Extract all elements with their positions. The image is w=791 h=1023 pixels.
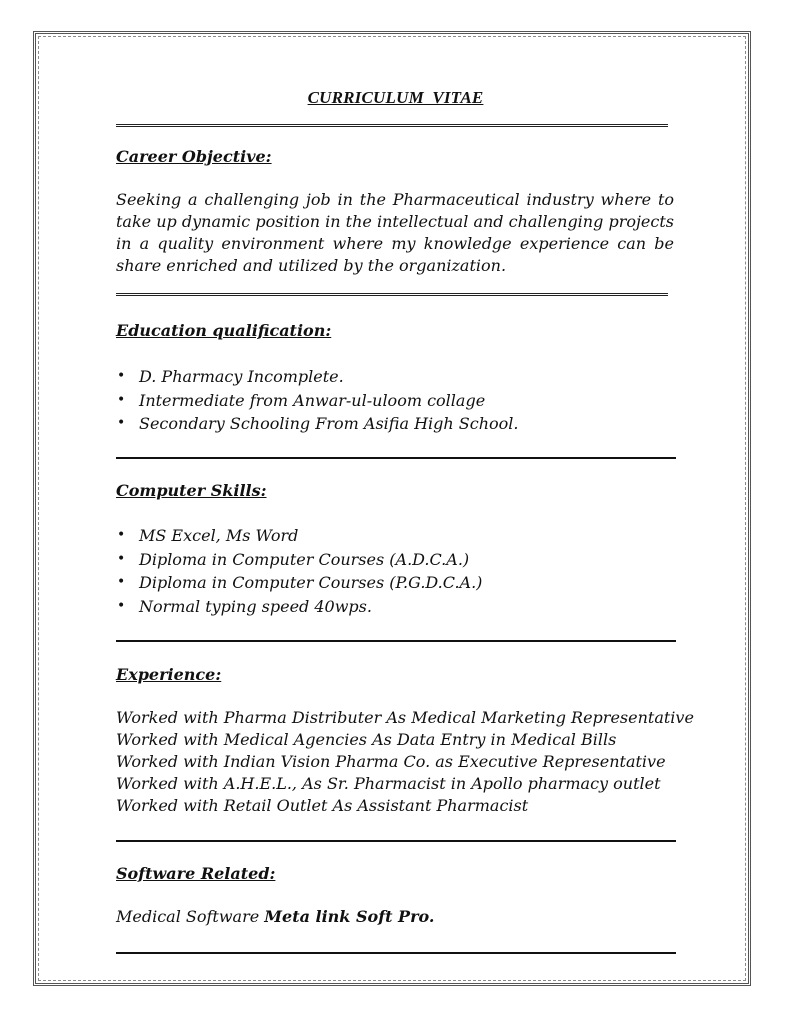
career-objective-text: Seeking a challenging job in the Pharmaceutical industry where to take up dynamic position in the intellectual and challenging projects in a quality environment where my knowledge experience can be share enriched and utilized by the organization. — [116, 190, 674, 275]
experience-heading: Experience: — [116, 665, 222, 684]
page-border — [33, 31, 751, 986]
education-item: Intermediate from Anwar-ul-uloom collage — [139, 390, 486, 410]
list-item — [116, 595, 674, 619]
software-name: Meta link Soft Pro. — [264, 907, 435, 926]
career-objective-heading: Career Objective: — [116, 147, 272, 166]
list-item — [116, 365, 674, 389]
bullet-icon: • — [117, 368, 126, 384]
bullet-icon: • — [117, 550, 126, 567]
bullet-icon: • — [117, 597, 126, 614]
experience-item: Worked with Medical Agencies As Data Entry in Medical Bills — [116, 730, 617, 749]
skill-item: MS Excel, Ms Word — [139, 526, 299, 545]
bullet-icon: • — [117, 574, 126, 590]
list-item — [116, 524, 674, 548]
skill-item: Diploma in Computer Courses (A.D.C.A.) — [139, 549, 470, 569]
bullet-icon: • — [117, 391, 126, 408]
computer-skills-heading: Computer Skills: — [116, 481, 267, 500]
software-line — [116, 907, 434, 926]
education-item: Secondary Schooling From Asifia High School. — [139, 414, 519, 433]
education-list — [116, 365, 674, 436]
skill-item: Diploma in Computer Courses (P.G.D.C.A.) — [139, 573, 483, 592]
experience-item: Worked with A.H.E.L., As Sr. Pharmacist in Apollo pharmacy outlet — [116, 774, 661, 793]
education-divider — [116, 457, 676, 459]
list-item — [116, 412, 674, 436]
skill-item: Normal typing speed 40wps. — [139, 596, 372, 616]
computer-skills-divider — [116, 640, 676, 642]
experience-divider — [116, 840, 676, 842]
experience-item: Worked with Indian Vision Pharma Co. as Executive Representative — [116, 752, 666, 771]
list-item — [116, 548, 674, 572]
list-item — [116, 571, 674, 595]
bullet-icon: • — [117, 527, 126, 543]
experience-item: Worked with Retail Outlet As Assistant Pharmacist — [116, 796, 529, 815]
software-prefix: Medical Software — [116, 907, 265, 926]
list-item — [116, 389, 674, 413]
career-divider — [116, 293, 668, 296]
software-divider — [116, 952, 676, 954]
title-divider — [116, 124, 668, 127]
education-item: D. Pharmacy Incomplete. — [139, 367, 344, 386]
experience-item: Worked with Pharma Distributer As Medical Marketing Representative — [116, 708, 694, 727]
document-title: CURRICULUM VITAE — [307, 88, 484, 107]
bullet-icon: • — [117, 415, 126, 431]
software-heading: Software Related: — [116, 864, 276, 883]
experience-list — [116, 707, 694, 817]
computer-skills-list — [116, 524, 674, 618]
education-heading: Education qualification: — [116, 321, 332, 340]
